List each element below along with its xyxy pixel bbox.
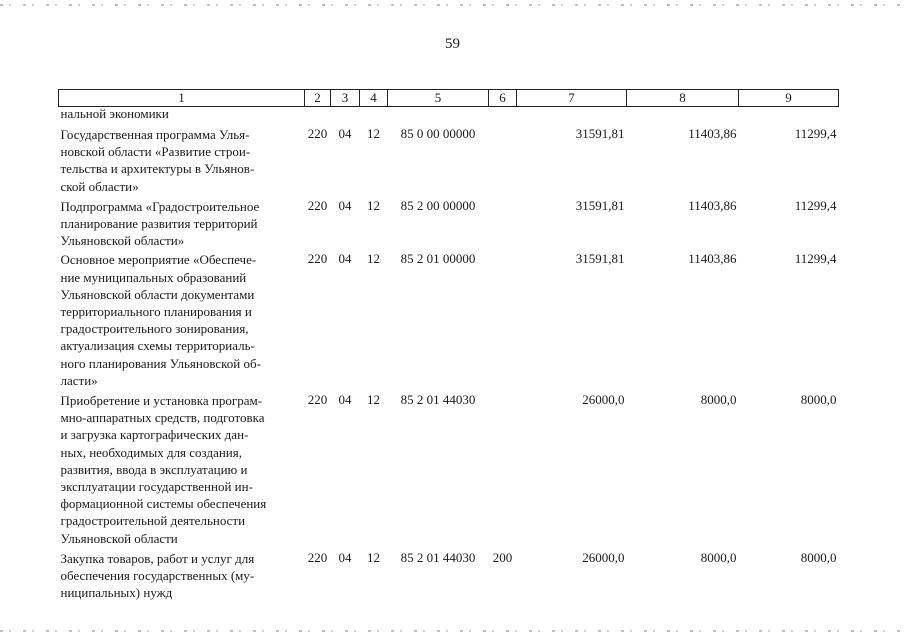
row-name-line: Закупка товаров, работ и услуг для	[60, 550, 255, 566]
row-name-line: нальной экономики	[60, 106, 169, 121]
row-name-line: градостроительного зонирования,	[60, 321, 249, 337]
row-name-line: Ульяновской области»	[60, 233, 185, 249]
column-header: 7	[517, 90, 627, 107]
amount-year-3: 11299,4	[794, 197, 837, 213]
row-name-line: ласти»	[60, 372, 98, 388]
row-name-line: тельства и архитектуры в Ульянов-	[60, 161, 255, 177]
target-article-code: 85 2 01 00000	[400, 251, 476, 267]
row-name	[59, 249, 305, 389]
row-name	[59, 107, 305, 122]
expense-type-code	[489, 389, 517, 547]
subsection-code: 04	[338, 549, 352, 565]
subsection-code: 04	[338, 251, 352, 267]
row-name	[59, 547, 305, 602]
article-code: 12	[367, 549, 380, 565]
section-code: 220	[307, 549, 328, 565]
section-code: 220	[307, 251, 328, 267]
article-code	[360, 107, 388, 122]
row-name-line: планирование развития территорий	[60, 216, 258, 232]
scan-noise-top	[0, 4, 905, 6]
amount-year-3	[739, 107, 839, 122]
column-header: 2	[305, 90, 331, 107]
table-header	[59, 90, 839, 107]
row-name-line: Ульяновской области документами	[60, 286, 255, 302]
expense-type-code	[489, 249, 517, 389]
section-code: 220	[307, 197, 328, 213]
row-name-line: Подпрограмма «Градостроительное	[60, 198, 260, 214]
row-name-line: новской области «Развитие строи-	[60, 144, 251, 160]
amount-year-1: 31591,81	[575, 197, 625, 213]
row-name-line: мно-аппаратных средств, подготовка	[60, 410, 265, 426]
row-name-line: ние муниципальных образований	[60, 269, 247, 285]
amount-year-3: 8000,0	[800, 392, 837, 408]
amount-year-1: 31591,81	[575, 126, 625, 141]
row-name-line: ного планирования Ульяновской об-	[60, 355, 261, 371]
row-name-line: актуализация схемы территориаль-	[60, 338, 255, 354]
row-name-line: Основное мероприятие «Обеспече-	[60, 252, 257, 268]
section-code: 220	[307, 392, 328, 408]
amount-year-3: 8000,0	[800, 549, 837, 565]
expense-type-code: 200	[492, 549, 513, 565]
subsection-code: 04	[338, 197, 352, 213]
article-code: 12	[367, 126, 380, 141]
row-name	[59, 121, 305, 195]
table-row	[59, 121, 839, 195]
target-article-code: 85 2 01 44030	[400, 549, 476, 565]
subsection-code	[331, 107, 360, 122]
row-name-line: развития, ввода в эксплуатацию и	[60, 461, 248, 477]
section-code: 220	[307, 126, 328, 141]
expense-type-code	[489, 107, 517, 122]
target-article-code	[388, 107, 489, 122]
column-header: 4	[360, 90, 388, 107]
table-body	[59, 107, 839, 602]
header-row	[59, 90, 839, 107]
subsection-code: 04	[338, 392, 352, 408]
row-name-line: Ульяновской области	[60, 530, 178, 546]
target-article-code: 85 2 01 44030	[400, 392, 476, 408]
row-name-line: Государственная программа Улья-	[60, 127, 250, 142]
row-name-line: ниципальных) нужд	[60, 585, 173, 601]
column-header: 8	[627, 90, 739, 107]
amount-year-1: 31591,81	[575, 251, 625, 267]
amount-year-2: 11403,86	[688, 197, 737, 213]
budget-table	[58, 89, 839, 601]
article-code: 12	[367, 251, 380, 267]
row-name-line: территориального планирования и	[60, 304, 252, 320]
row-name-line: и загрузка картографических дан-	[60, 427, 249, 443]
expense-type-code	[489, 121, 517, 195]
amount-year-1	[517, 107, 627, 122]
column-header: 9	[739, 90, 839, 107]
subsection-code: 04	[338, 126, 352, 141]
table-row	[59, 195, 839, 250]
table-row	[59, 249, 839, 389]
row-name-line: обеспечения государственных (му-	[60, 568, 255, 584]
target-article-code: 85 0 00 00000	[400, 126, 476, 141]
table-row	[59, 547, 839, 602]
section-code	[305, 107, 331, 122]
expense-type-code	[489, 195, 517, 250]
row-name-line: ской области»	[60, 178, 139, 194]
table-row	[59, 107, 839, 122]
amount-year-2: 11403,86	[688, 126, 737, 141]
target-article-code: 85 2 00 00000	[400, 197, 476, 213]
row-name-line: Приобретение и установка програм-	[60, 393, 263, 409]
amount-year-3: 11299,4	[794, 251, 837, 267]
row-name-line: эксплуатации государственной ин-	[60, 479, 253, 495]
amount-year-1: 26000,0	[582, 392, 625, 408]
table-row	[59, 389, 839, 547]
column-header: 6	[489, 90, 517, 107]
article-code: 12	[367, 197, 380, 213]
row-name-line: ных, необходимых для создания,	[60, 444, 242, 460]
article-code: 12	[367, 392, 380, 408]
amount-year-2: 11403,86	[688, 251, 737, 267]
row-name	[59, 195, 305, 250]
row-name	[59, 389, 305, 547]
amount-year-2: 8000,0	[700, 392, 737, 408]
row-name-line: градостроительной деятельности	[60, 513, 246, 529]
row-name-line: формационной системы обеспечения	[60, 496, 267, 512]
column-header: 1	[59, 90, 305, 107]
column-header: 5	[388, 90, 489, 107]
amount-year-1: 26000,0	[582, 549, 625, 565]
page-number: 59	[445, 36, 460, 52]
column-header: 3	[331, 90, 360, 107]
amount-year-3: 11299,4	[794, 126, 837, 141]
amount-year-2	[627, 107, 739, 122]
amount-year-2: 8000,0	[700, 549, 737, 565]
scan-noise-bottom	[0, 630, 905, 632]
